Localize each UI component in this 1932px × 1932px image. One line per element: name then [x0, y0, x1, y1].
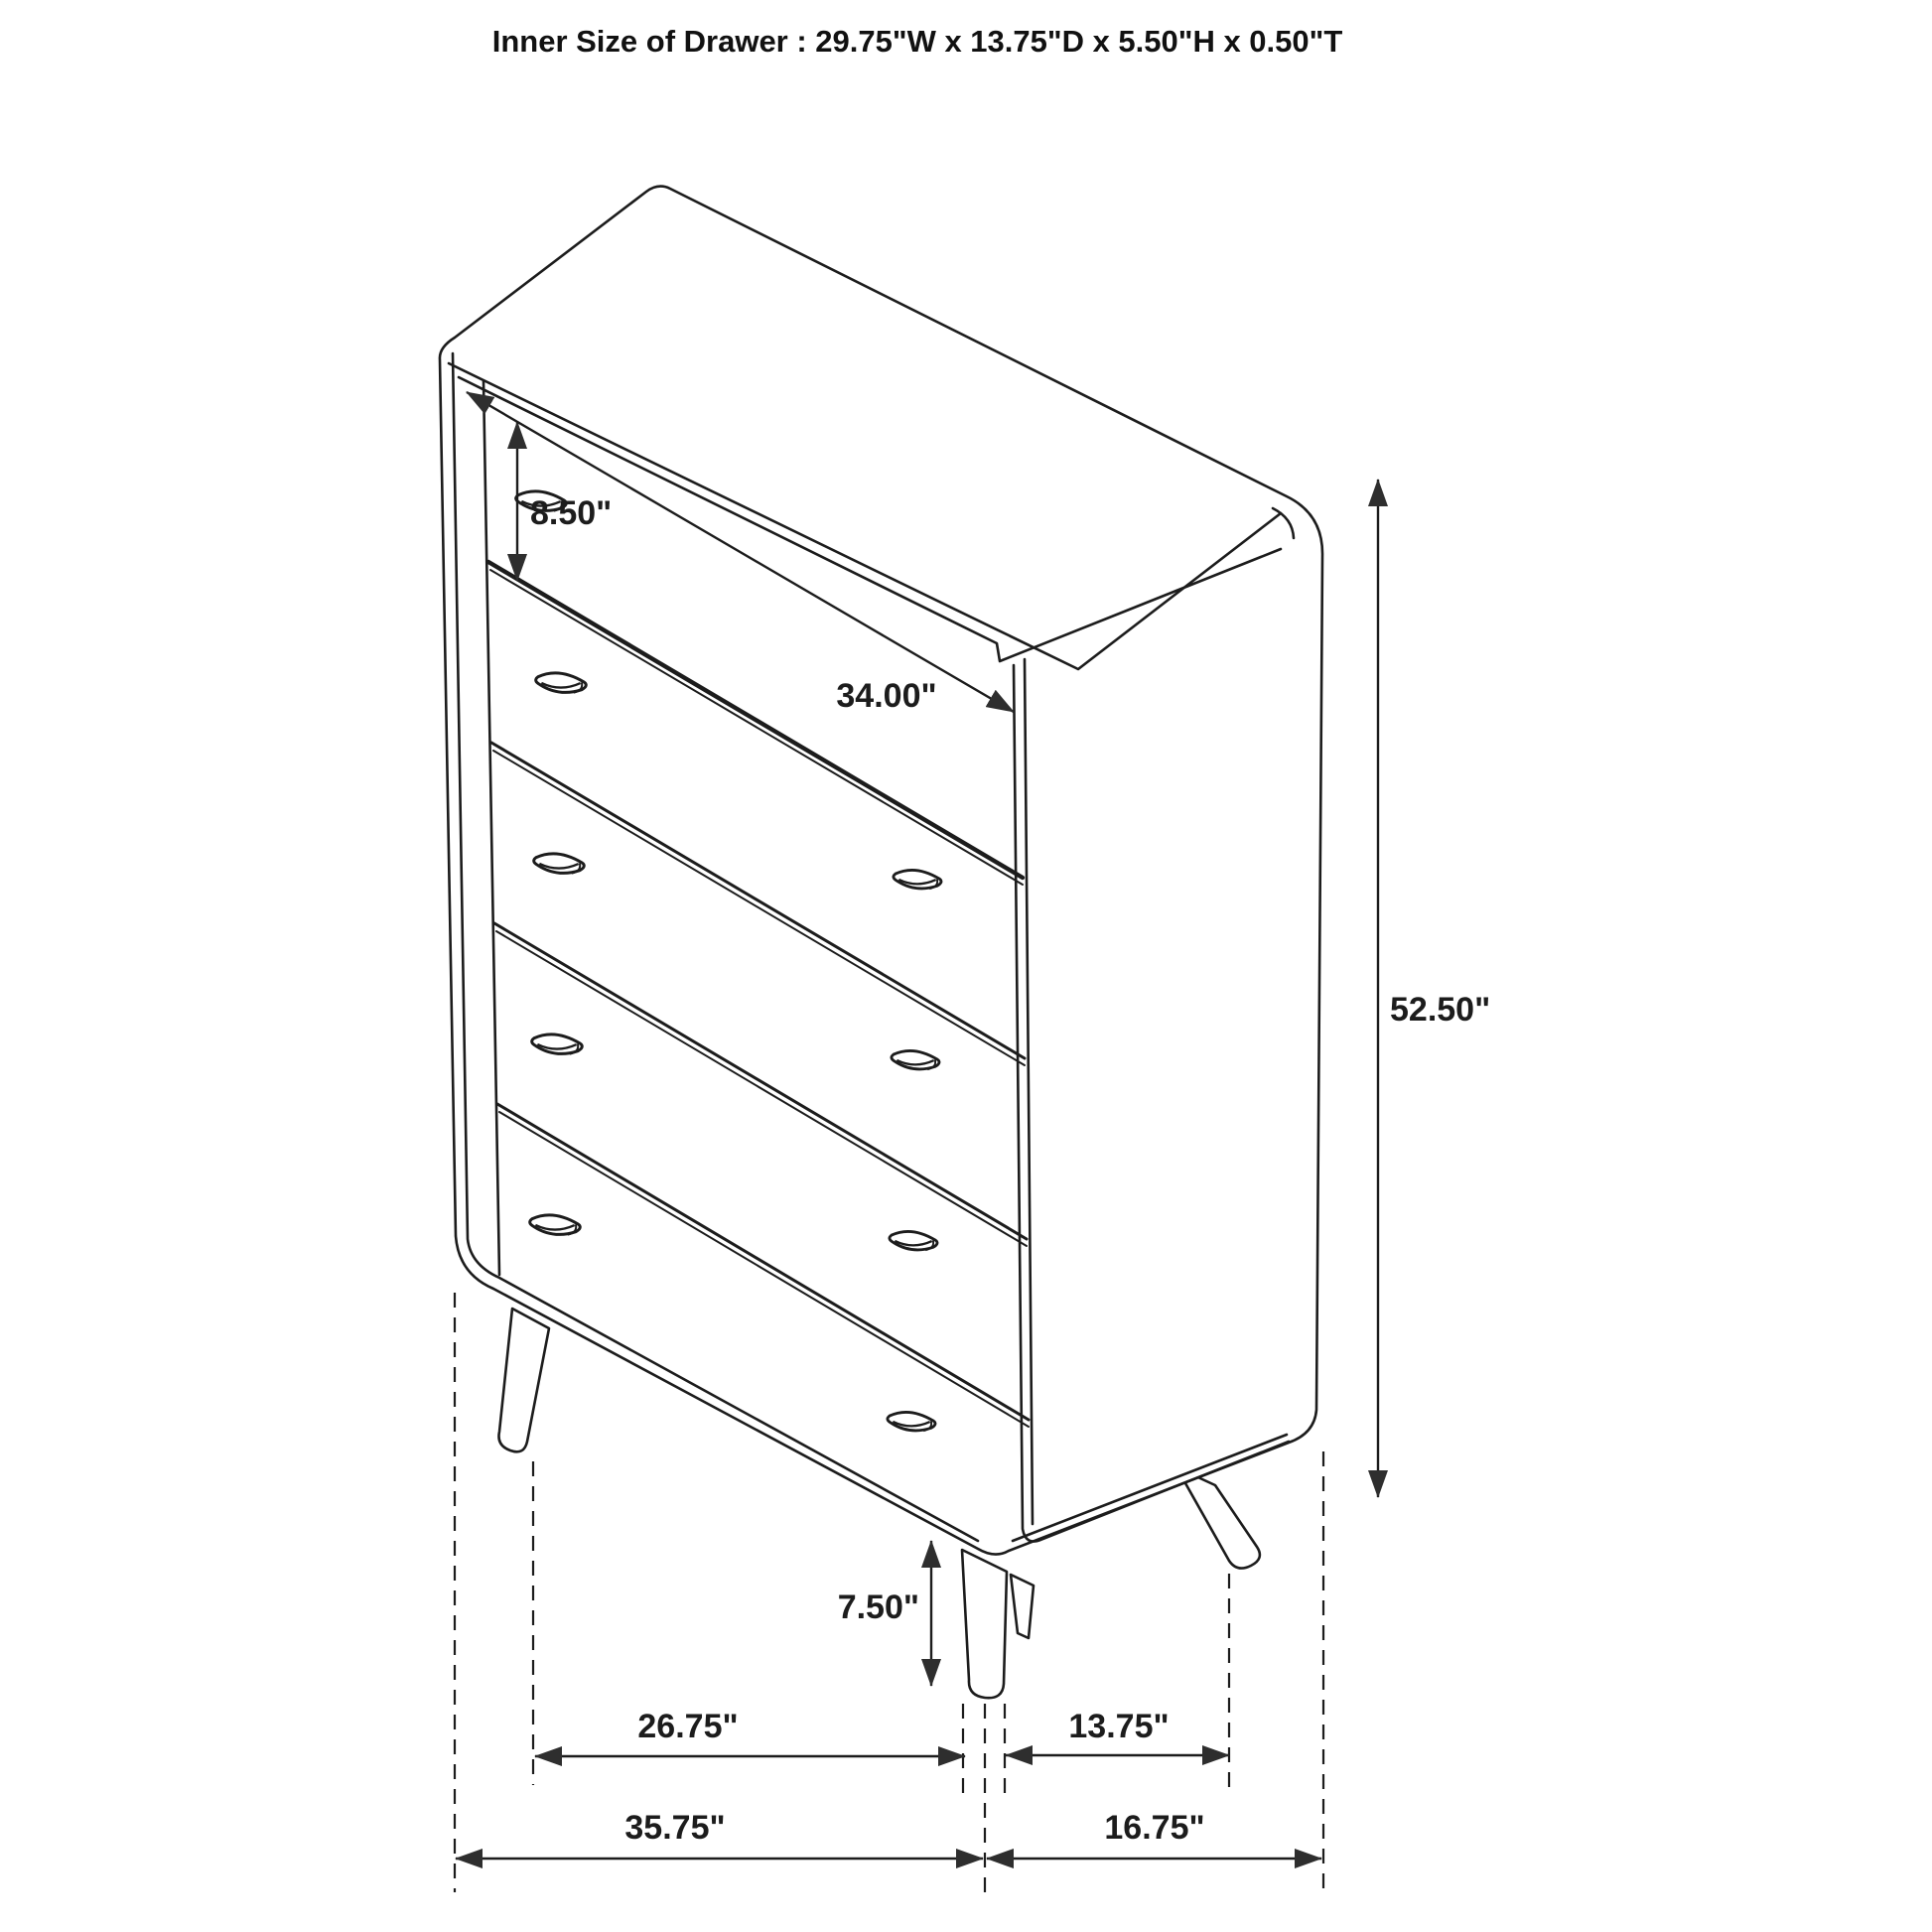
dim-top-drawer-height-label: 8.50"	[530, 494, 613, 532]
dim-overall-width	[456, 1809, 983, 1859]
dim-front-width-label: 34.00"	[836, 677, 937, 715]
front-center-leg	[962, 1550, 1007, 1698]
front-left-leg	[498, 1309, 549, 1451]
diagram-title: Inner Size of Drawer : 29.75"W x 13.75"D x 5.50"H x 0.50"T	[491, 24, 1343, 59]
dim-side-leg-spacing	[1006, 1708, 1229, 1755]
dim-leg-height-label: 7.50"	[837, 1588, 919, 1626]
dim-side-leg-spacing-label: 13.75"	[1068, 1708, 1170, 1745]
dim-front-leg-spacing	[535, 1708, 965, 1756]
dim-overall-height-label: 52.50"	[1390, 991, 1491, 1029]
dim-overall-width-label: 35.75"	[624, 1809, 726, 1847]
dim-front-leg-spacing-label: 26.75"	[637, 1708, 739, 1745]
back-right-leg	[1176, 1467, 1260, 1569]
dim-overall-depth	[987, 1809, 1321, 1859]
dim-overall-depth-label: 16.75"	[1104, 1809, 1205, 1847]
back-left-leg	[1011, 1575, 1034, 1638]
dim-overall-height	[1378, 480, 1490, 1497]
dim-leg-height	[838, 1541, 931, 1686]
